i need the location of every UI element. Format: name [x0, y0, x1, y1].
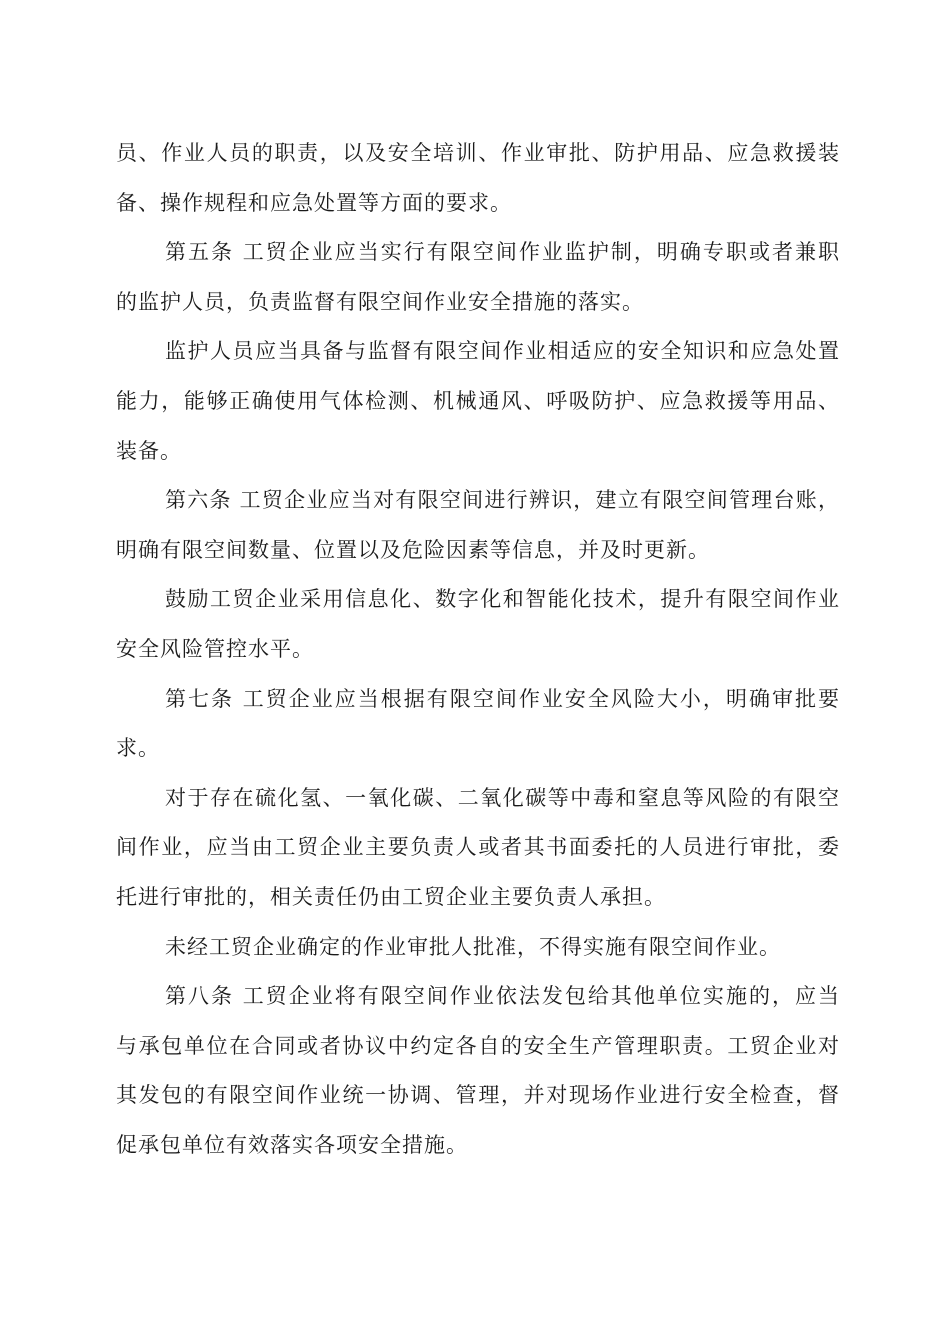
text-line: 安全风险管控水平。: [116, 636, 314, 661]
text-line: 托进行审批的，相关责任仍由工贸企业主要负责人承担。: [116, 884, 666, 909]
paragraph-line: 未经工贸企业确定的作业审批人批准，不得实施有限空间作业。: [165, 934, 781, 959]
paragraph-line: 对于存在硫化氢、一氧化碳、二氧化碳等中毒和窒息等风险的有限空: [165, 785, 840, 810]
article-8-line: 第八条 工贸企业将有限空间作业依法发包给其他单位实施的，应当: [165, 984, 840, 1009]
text-line: 员、作业人员的职责，以及安全培训、作业审批、防护用品、应急救援装: [116, 141, 840, 165]
paragraph-line: 监护人员应当具备与监督有限空间作业相适应的安全知识和应急处置: [165, 339, 840, 364]
text-line: 装备。: [116, 438, 182, 463]
text-line: 明确有限空间数量、位置以及危险因素等信息，并及时更新。: [116, 537, 710, 562]
text-line: 间作业，应当由工贸企业主要负责人或者其书面委托的人员进行审批，委: [116, 835, 840, 860]
article-6-line: 第六条 工贸企业应当对有限空间进行辨识，建立有限空间管理台账，: [165, 488, 840, 513]
body-text: [116, 133, 840, 1174]
text-line: 的监护人员，负责监督有限空间作业安全措施的落实。: [116, 289, 644, 314]
paragraph-line: 鼓励工贸企业采用信息化、数字化和智能化技术，提升有限空间作业: [165, 587, 840, 612]
text-line: 其发包的有限空间作业统一协调、管理，并对现场作业进行安全检查，督: [116, 1083, 840, 1108]
article-5-line: 第五条 工贸企业应当实行有限空间作业监护制，明确专职或者兼职: [165, 240, 840, 265]
text-line: 求。: [116, 736, 160, 761]
article-7-line: 第七条 工贸企业应当根据有限空间作业安全风险大小，明确审批要: [165, 686, 840, 711]
text-line: 能力，能够正确使用气体检测、机械通风、呼吸防护、应急救援等用品、: [116, 388, 840, 413]
text-line: 促承包单位有效落实各项安全措施。: [116, 1132, 468, 1157]
text-line: 备、操作规程和应急处置等方面的要求。: [116, 190, 512, 215]
text-line: 与承包单位在合同或者协议中约定各自的安全生产管理职责。工贸企业对: [116, 1033, 840, 1058]
